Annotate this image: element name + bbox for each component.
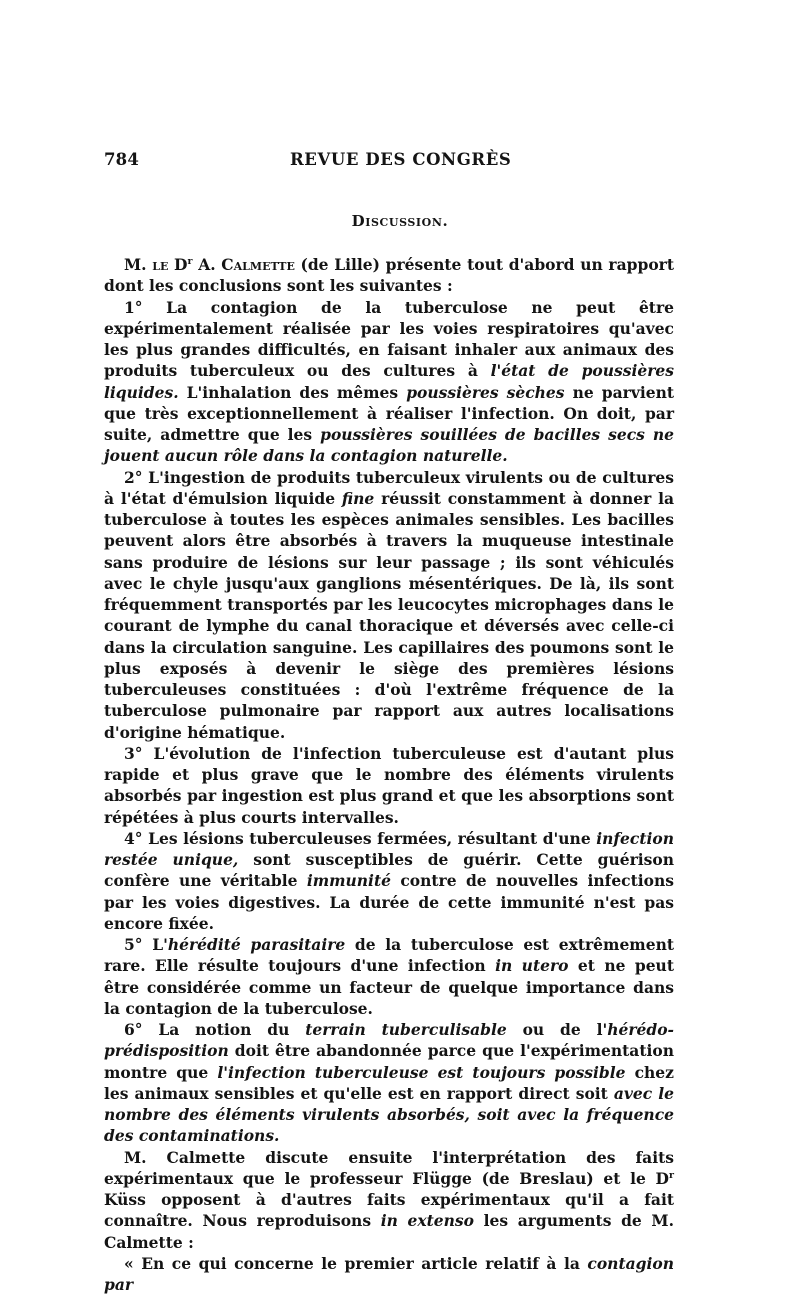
paragraph-text: réussit constamment à donner la tuberculose à toutes les espèces animales sensibles. Les bacilles peuvent alors être absorbés à travers la muqueuse intestinale sans produire de lésions sur leur passage ; ils sont véhiculés avec le chyle jusqu'aux ganglions mésentériques. De là, ils sont fréquemment transportés par les leucocytes microphages dans le courant de lymphe du canal thoracique et déversés avec celle-ci dans la circulation sanguine. Les capillaires des poumons sont le plus exposés à devenir le siège des premières lésions tuberculeuses constituées : d'où l'extrême fréquence de la tuberculose pulmonaire par rapport aux autres localisations d'origine hématique. — [104, 488, 674, 742]
paragraph-text: 4° Les lésions tuberculeuses fermées, résultant d'une — [124, 828, 597, 848]
italic-text: poussières souillées de bacilles secs ne jouent aucun rôle dans la contagion naturelle. — [104, 425, 674, 466]
italic-text: l'infection tuberculeuse est toujours possible — [217, 1062, 626, 1082]
italic-text: hérédité parasitaire — [167, 935, 346, 954]
paragraph-conclusion-3 — [104, 743, 674, 828]
running-head: REVUE DES CONGRÈS — [290, 150, 512, 169]
page-number: 784 — [104, 150, 140, 169]
italic-text: avec le nombre des éléments virulents absorbés, soit avec la fréquence des contaminations. — [104, 1083, 674, 1146]
paragraph-intro — [104, 254, 674, 297]
paragraph-text: contre de nouvelles infections par les voies digestives. La durée de cette immunité n'est pas encore fixée. — [104, 871, 674, 933]
italic-text: infection restée unique, — [104, 828, 674, 869]
paragraph-text: M. Calmette discute ensuite l'interprétation des faits expérimentaux que le professeur Flügge (de Breslau) et le D — [104, 1147, 674, 1188]
paragraph-text: les arguments de M. Calmette : — [104, 1211, 674, 1252]
superscript: r — [187, 255, 193, 267]
paragraph-text: Küss opposent à d'autres faits expérimentaux qu'il a fait connaître. Nous reproduisons — [104, 1190, 674, 1231]
paragraph-text: doit être abandonnée parce que l'expérimentation montre que — [104, 1041, 674, 1082]
italic-text: hérédo-prédisposition — [104, 1020, 674, 1061]
paragraph-text: ou de l' — [506, 1020, 608, 1039]
superscript: r — [668, 1169, 674, 1181]
paragraph-text: 2° L'ingestion de produits tuberculeux virulents ou de cultures à l'état d'émulsion liquide — [104, 467, 674, 508]
speaker-title: M. le D — [124, 255, 188, 274]
paragraph-text: L'inhalation des mêmes — [178, 382, 407, 402]
paragraph-text: de la tuberculose est extrêmement rare. Elle résulte toujours d'une infection — [104, 935, 674, 976]
paragraph-text: 5° L' — [124, 935, 168, 954]
paragraph-text: chez les animaux sensibles et qu'elle est en rapport direct soit — [104, 1062, 674, 1103]
paragraph-text: (de Lille) présente tout d'abord un rapport dont les conclusions sont les suivantes : — [104, 255, 674, 296]
paragraph-conclusion-5 — [104, 934, 674, 1019]
paragraph-text: 1° La contagion de la tuberculose ne peut être expérimentalement réalisée par les voies respiratoires qu'avec les plus grandes difficultés, en faisant inhaler aux animaux des produits tuberculeux ou des cultures à — [104, 297, 674, 381]
paragraph-text: et ne peut être considérée comme un facteur de quelque importance dans la contagion de la tuberculose. — [104, 956, 674, 1018]
section-title: Discussion. — [351, 212, 449, 230]
italic-text: fine — [341, 488, 375, 508]
italic-text: contagion par — [104, 1253, 674, 1294]
italic-text: terrain tuberculisable — [305, 1020, 507, 1039]
paragraph-conclusion-1 — [104, 297, 674, 467]
body-text — [104, 254, 674, 1295]
paragraph-text: « En ce qui concerne le premier article relatif à la — [124, 1253, 588, 1273]
paragraph-text: 3° L'évolution de l'infection tuberculeuse est d'autant plus rapide et plus grave que le nombre des éléments virulents absorbés par ingestion est plus grand et que les absorptions sont répétées à plus courts intervalles. — [104, 743, 674, 827]
paragraph-conclusion-6 — [104, 1019, 674, 1147]
paragraph-quote-start — [104, 1253, 674, 1296]
page-header — [104, 150, 674, 178]
italic-text: in utero — [495, 956, 569, 976]
paragraph-calmette-discussion — [104, 1147, 674, 1253]
italic-text: l'état de poussières liquides. — [104, 361, 674, 402]
italic-text: in extenso — [380, 1211, 474, 1231]
italic-text: immunité — [306, 871, 391, 891]
paragraph-conclusion-2 — [104, 467, 674, 743]
paragraph-text: sont susceptibles de guérir. Cette guérison confère une véritable — [104, 850, 674, 891]
paragraph-conclusion-4 — [104, 828, 674, 934]
italic-text: poussières sèches — [406, 382, 565, 402]
paragraph-text: ne parvient que très exceptionnellement à réaliser l'infection. On doit, par suite, admettre que les — [104, 382, 674, 444]
paragraph-text: 6° La notion du — [124, 1020, 306, 1039]
speaker-name: A. Calmette — [198, 255, 295, 274]
